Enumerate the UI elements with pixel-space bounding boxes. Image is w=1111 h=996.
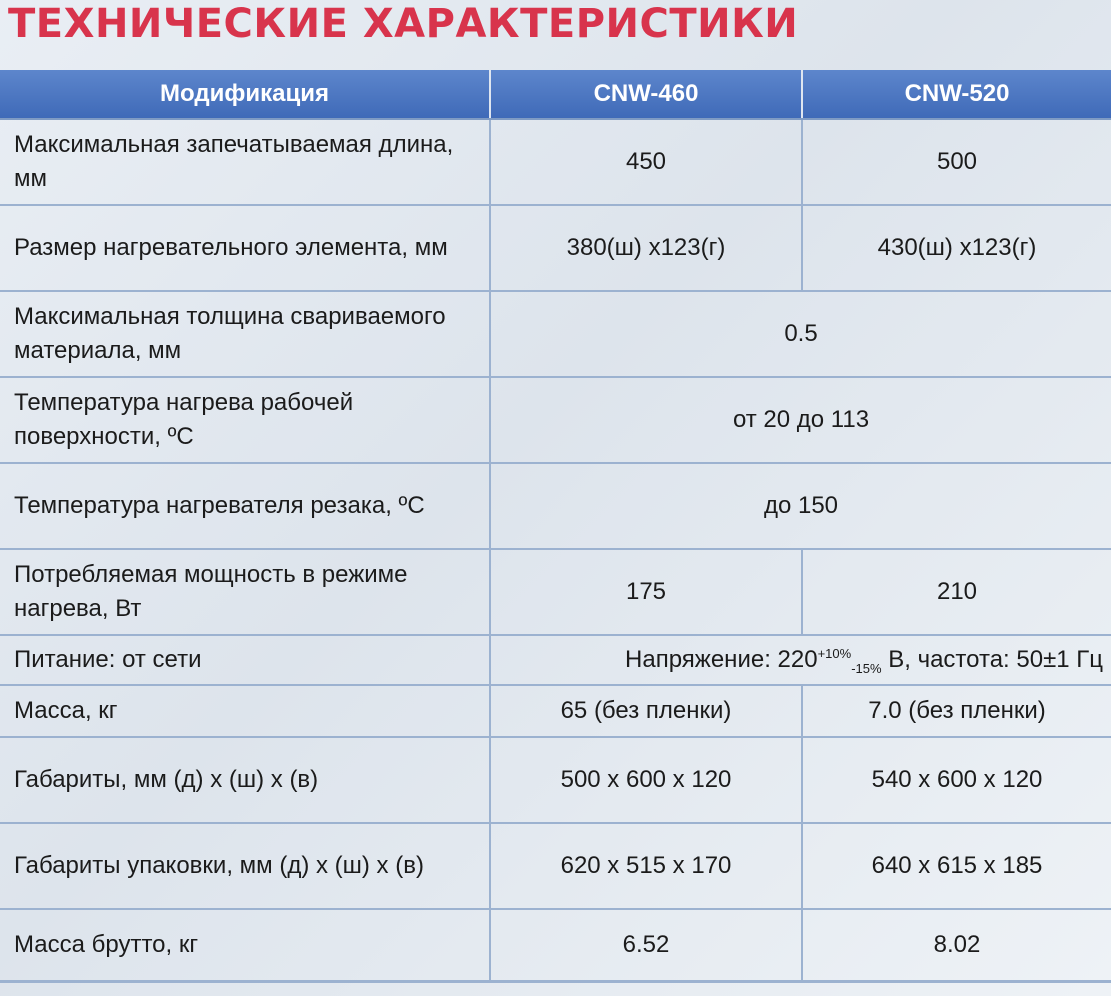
row-value-cnw-460: 620 х 515 х 170 — [490, 823, 802, 909]
row-value-cnw-520: 8.02 — [802, 909, 1111, 982]
specifications-table — [0, 70, 1111, 983]
row-value-cnw-460: 450 — [490, 119, 802, 205]
row-param: Температура нагрева рабочей поверхности, ºС — [0, 377, 490, 463]
row-value-cnw-460: 500 х 600 х 120 — [490, 737, 802, 823]
table-row — [0, 119, 1111, 205]
table-row — [0, 823, 1111, 909]
row-value-cnw-520: 430(ш) х123(г) — [802, 205, 1111, 291]
row-param: Габариты упаковки, мм (д) х (ш) х (в) — [0, 823, 490, 909]
row-value-shared: 0.5 — [490, 291, 1111, 377]
row-value-cnw-520: 540 х 600 х 120 — [802, 737, 1111, 823]
row-param: Питание: от сети — [0, 635, 490, 685]
table-row — [0, 463, 1111, 549]
header-modification: Модификация — [0, 70, 490, 119]
table-row — [0, 635, 1111, 685]
table-row — [0, 291, 1111, 377]
row-value-cnw-460: 65 (без пленки) — [490, 685, 802, 737]
row-param: Размер нагревательного элемента, мм — [0, 205, 490, 291]
row-param: Потребляемая мощность в режиме нагрева, Вт — [0, 549, 490, 635]
row-value-cnw-520: 500 — [802, 119, 1111, 205]
voltage-label: Напряжение: 220 — [625, 646, 818, 673]
table-row — [0, 685, 1111, 737]
table-row — [0, 205, 1111, 291]
table-header-row — [0, 70, 1111, 119]
table-row — [0, 377, 1111, 463]
table-row — [0, 909, 1111, 982]
voltage-tolerance-plus: +10% — [817, 646, 852, 661]
row-value-cnw-460: 380(ш) х123(г) — [490, 205, 802, 291]
row-value-shared: до 150 — [490, 463, 1111, 549]
frequency-label: В, частота: 50±1 Гц — [881, 646, 1103, 673]
row-value-cnw-460: 6.52 — [490, 909, 802, 982]
row-param: Температура нагревателя резака, ºС — [0, 463, 490, 549]
table-row — [0, 737, 1111, 823]
voltage-tolerance-minus: -15% — [851, 660, 882, 676]
row-param: Габариты, мм (д) х (ш) х (в) — [0, 737, 490, 823]
row-param: Максимальная толщина свариваемого материала, мм — [0, 291, 490, 377]
row-value-cnw-460: 175 — [490, 549, 802, 635]
row-value-cnw-520: 640 х 615 х 185 — [802, 823, 1111, 909]
row-param: Масса, кг — [0, 685, 490, 737]
table-row — [0, 549, 1111, 635]
row-value-cnw-520: 7.0 (без пленки) — [802, 685, 1111, 737]
header-cnw-520: CNW-520 — [802, 70, 1111, 119]
row-value-shared: от 20 до 113 — [490, 377, 1111, 463]
row-param: Максимальная запечатываемая длина, мм — [0, 119, 490, 205]
row-param: Масса брутто, кг — [0, 909, 490, 982]
row-value-power-supply — [490, 635, 1111, 685]
row-value-cnw-520: 210 — [802, 549, 1111, 635]
page-title: ТЕХНИЧЕСКИЕ ХАРАКТЕРИСТИКИ — [8, 1, 799, 47]
header-cnw-460: CNW-460 — [490, 70, 802, 119]
